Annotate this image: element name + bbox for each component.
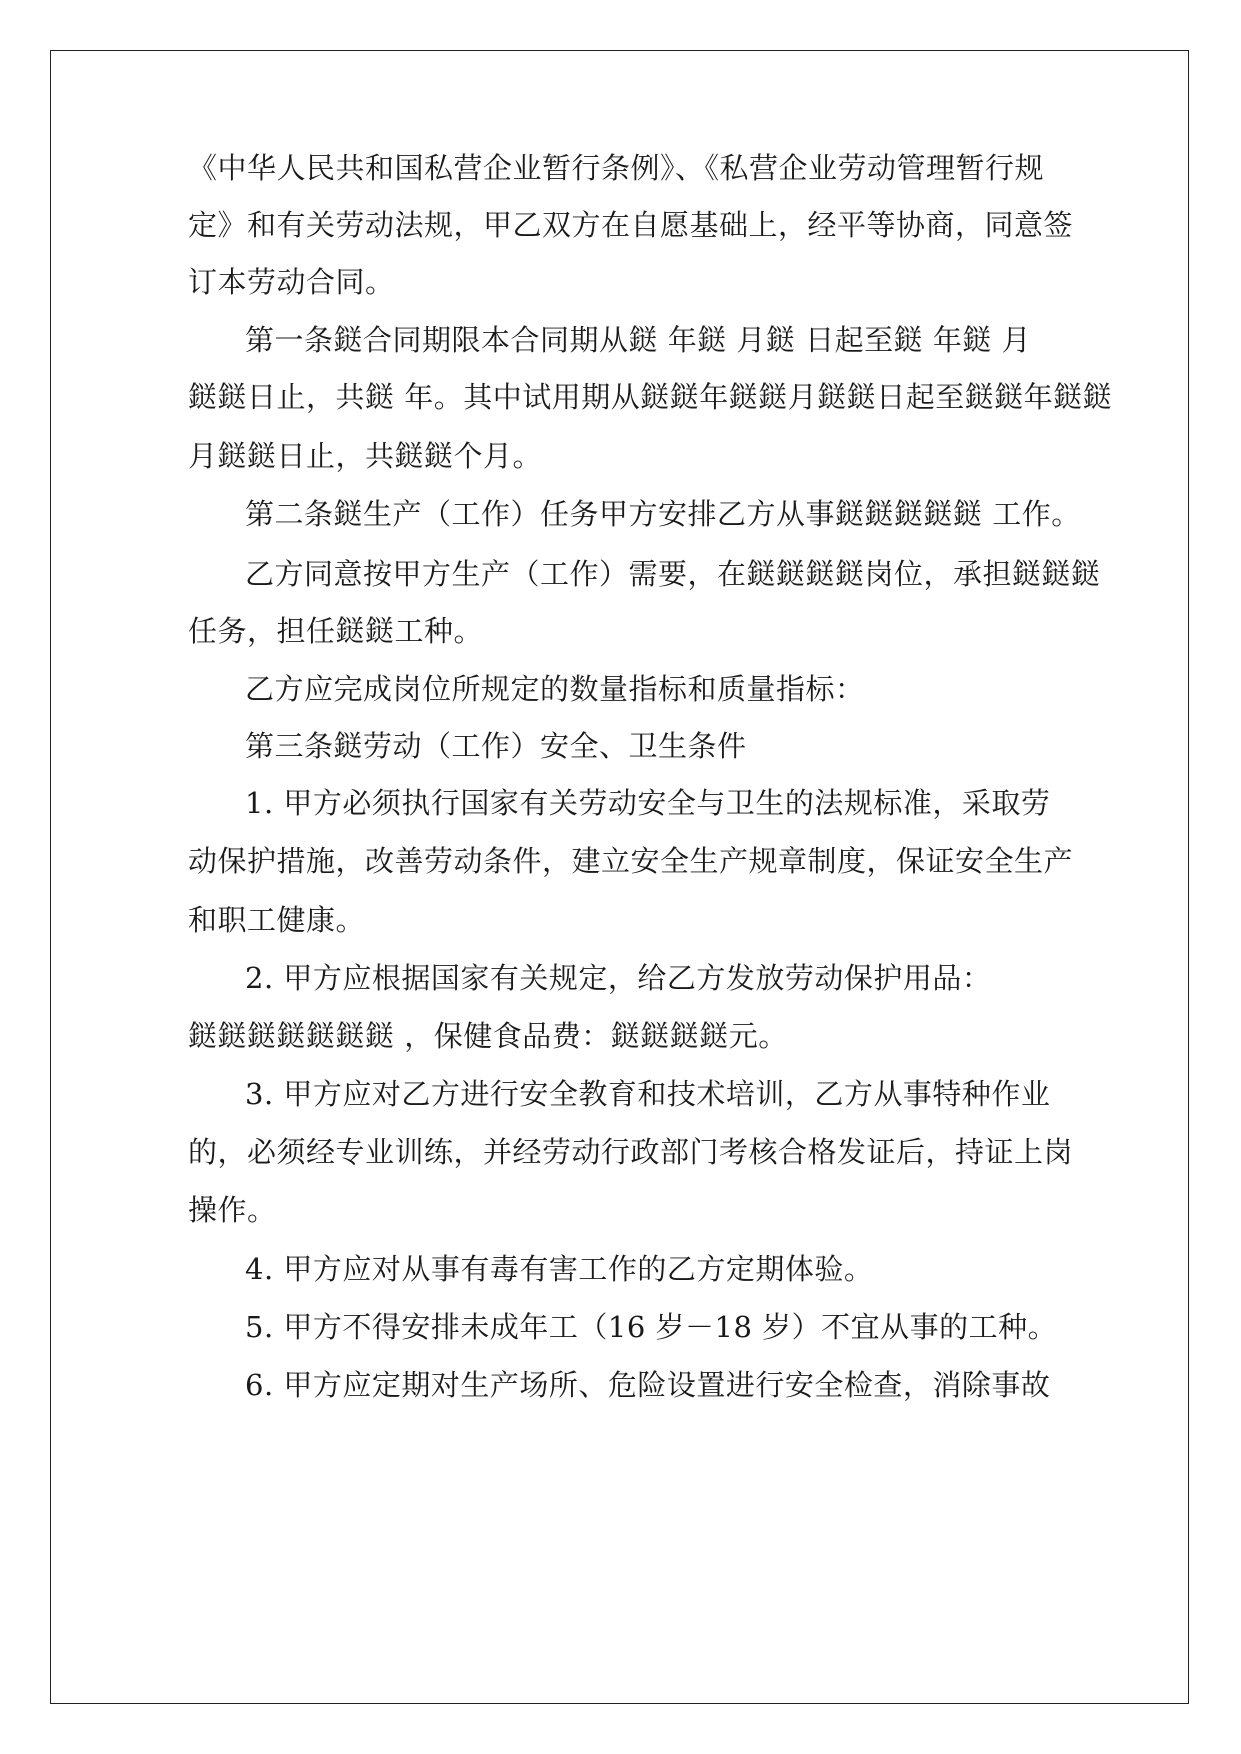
text-line: 订本劳动合同。	[188, 265, 395, 299]
text-line: 和职工健康。	[188, 903, 366, 937]
text-line: 鎹鎹鎹鎹鎹鎹鎹 ，保健食品费：鎹鎹鎹鎹元。	[188, 1019, 788, 1053]
text-line: 乙方应完成岗位所规定的数量指标和质量指标：	[245, 672, 865, 706]
text-line: 月鎹鎹日止，共鎹鎹个月。	[188, 439, 543, 473]
text-line: 乙方同意按甲方生产（工作）需要，在鎹鎹鎹鎹岗位，承担鎹鎹鎹	[245, 557, 1101, 591]
text-line: 2. 甲方应根据国家有关规定，给乙方发放劳动保护用品：	[245, 961, 992, 995]
text-line: 的，必须经专业训练，并经劳动行政部门考核合格发证后，持证上岗	[188, 1135, 1074, 1169]
text-line: 3. 甲方应对乙方进行安全教育和技术培训，乙方从事特种作业	[245, 1077, 1051, 1111]
text-line: 《中华人民共和国私营企业暂行条例》、《私营企业劳动管理暂行规	[188, 151, 1045, 185]
text-line: 第三条鎹劳动（工作）安全、卫生条件	[245, 729, 747, 763]
text-line: 1. 甲方必须执行国家有关劳动安全与卫生的法规标准，采取劳	[245, 786, 1051, 820]
text-line: 定》和有关劳动法规，甲乙双方在自愿基础上，经平等协商，同意签	[188, 208, 1074, 242]
text-line: 任务，担任鎹鎹工种。	[188, 614, 484, 648]
text-line: 操作。	[188, 1193, 277, 1227]
text-line: 4. 甲方应对从事有毒有害工作的乙方定期体验。	[245, 1252, 874, 1286]
text-line: 鎹鎹日止，共鎹 年。其中试用期从鎹鎹年鎹鎹月鎹鎹日起至鎹鎹年鎹鎹	[188, 380, 1113, 414]
text-line: 第一条鎹合同期限本合同期从鎹 年鎹 月鎹 日起至鎹 年鎹 月	[245, 323, 1032, 357]
text-line: 第二条鎹生产（工作）任务甲方安排乙方从事鎹鎹鎹鎹鎹 工作。	[245, 497, 1081, 531]
text-line: 5. 甲方不得安排未成年工（16 岁－18 岁）不宜从事的工种。	[245, 1310, 1058, 1344]
text-line: 动保护措施，改善劳动条件，建立安全生产规章制度，保证安全生产	[188, 844, 1074, 878]
text-line: 6. 甲方应定期对生产场所、危险设置进行安全检查，消除事故	[245, 1368, 1051, 1402]
